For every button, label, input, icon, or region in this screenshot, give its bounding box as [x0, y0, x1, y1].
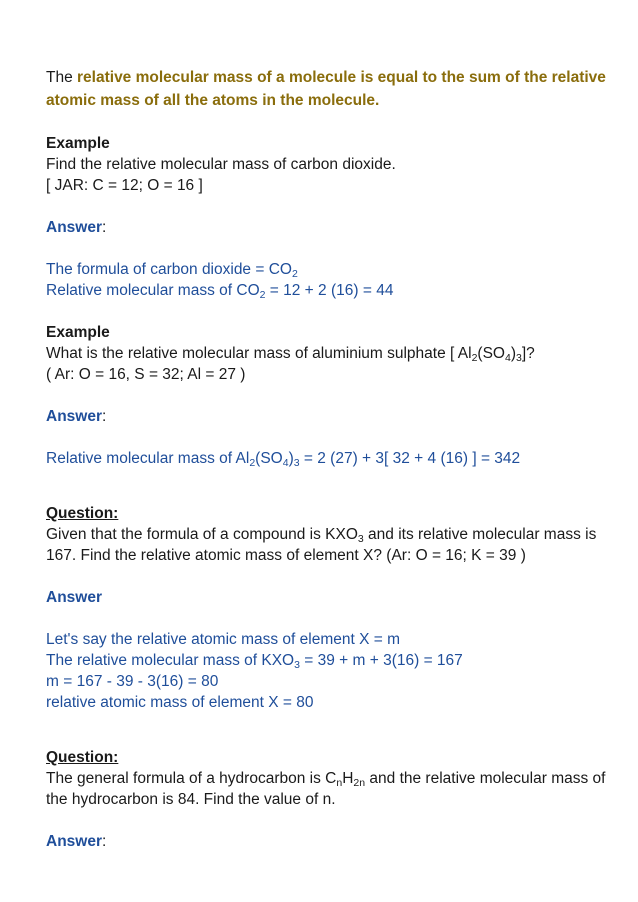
intro-highlight: relative molecular mass of a molecule is equal to the sum of the relative atomic mass of all the atoms in the molecule.: [46, 69, 606, 109]
question2-answer-label: Answer: [46, 833, 102, 850]
example2-data: ( Ar: O = 16, S = 32; Al = 27 ): [46, 366, 246, 383]
example1-line1-text: The formula of carbon dioxide = CO: [46, 261, 292, 278]
example2-answer-label: Answer: [46, 408, 102, 425]
example2-q-text: What is the relative molecular mass of aluminium sulphate [ Al: [46, 345, 472, 362]
example2-a-mid: (SO: [255, 450, 283, 467]
question2-text-post: and the relative molecular mass of the hydrocarbon is 84. Find the value of n.: [46, 770, 606, 808]
example2-answer-line: [46, 448, 606, 469]
question1-answer-label: Answer: [46, 589, 102, 606]
example2-a-text: Relative molecular mass of Al: [46, 450, 250, 467]
question1-answer-line2: [46, 650, 606, 671]
example2-answer-heading: [46, 406, 606, 427]
example1-answer-colon: :: [102, 219, 107, 236]
example2-a-sub1: 2: [249, 457, 256, 469]
intro-prefix: The: [46, 69, 78, 86]
example2-q-mid: (SO: [477, 345, 505, 362]
question1-answer-line1: Let's say the relative atomic mass of element X = m: [46, 631, 401, 648]
example2-answer-colon: :: [102, 408, 107, 425]
question2-text-pre: The general formula of a hydrocarbon is C: [46, 770, 337, 787]
question2-text-sub1: n: [336, 777, 343, 789]
example1-heading: Example: [46, 135, 110, 152]
question2-text-sub2: 2n: [353, 777, 366, 789]
question1-line2-result: = 39 + m + 3(16) = 167: [299, 652, 463, 669]
question1-text-pre: Given that the formula of a compound is KXO: [46, 526, 358, 543]
example2-q-sub3: 3: [516, 352, 522, 364]
question2-answer-heading: [46, 831, 606, 852]
question2-answer-colon: :: [102, 833, 107, 850]
intro-paragraph: [46, 66, 606, 112]
question2-text: [46, 768, 606, 810]
document-page: [46, 66, 606, 852]
example2-q-sub2: 4: [504, 352, 511, 364]
question1-answer-line3: m = 167 - 39 - 3(16) = 80: [46, 673, 219, 690]
example1-answer-line1: [46, 259, 606, 280]
example1-question: Find the relative molecular mass of carbon dioxide.: [46, 156, 396, 173]
example1-data: [ JAR: C = 12; O = 16 ]: [46, 177, 203, 194]
example2-heading: Example: [46, 324, 110, 341]
question1-text-sub: 3: [357, 533, 364, 545]
example2-a-sub3: 3: [293, 457, 300, 469]
example1-answer-line2: [46, 280, 606, 301]
question2-text-mid: H: [342, 770, 354, 787]
example2-q-mid2: ): [510, 345, 516, 362]
question1-answer-line4: relative atomic mass of element X = 80: [46, 694, 314, 711]
question1-text: [46, 524, 606, 566]
example2-a-mid2: ): [288, 450, 294, 467]
example1-line2-text: Relative molecular mass of CO: [46, 282, 260, 299]
question2-heading: Question:: [46, 749, 119, 766]
question1-line2-sub: 3: [294, 659, 300, 671]
example1-line2-subscript: 2: [259, 289, 266, 301]
question1-line2-text: The relative molecular mass of KXO: [46, 652, 295, 669]
example2-a-sub2: 4: [282, 457, 289, 469]
example2-question: [46, 343, 606, 364]
question1-text-post: and its relative molecular mass is 167. Find the relative atomic mass of element X? (Ar: O = 16; K = 39 ): [46, 526, 597, 564]
question1-heading: Question:: [46, 505, 119, 522]
example1-line2-result: = 12 + 2 (16) = 44: [265, 282, 394, 299]
example1-answer-label: Answer: [46, 219, 102, 236]
example2-q-sub1: 2: [471, 352, 478, 364]
example2-a-result: = 2 (27) + 3[ 32 + 4 (16) ] = 342: [299, 450, 521, 467]
example1-line1-subscript: 2: [291, 268, 298, 280]
example2-q-post: ]?: [521, 345, 535, 362]
example1-answer-heading: [46, 217, 606, 238]
